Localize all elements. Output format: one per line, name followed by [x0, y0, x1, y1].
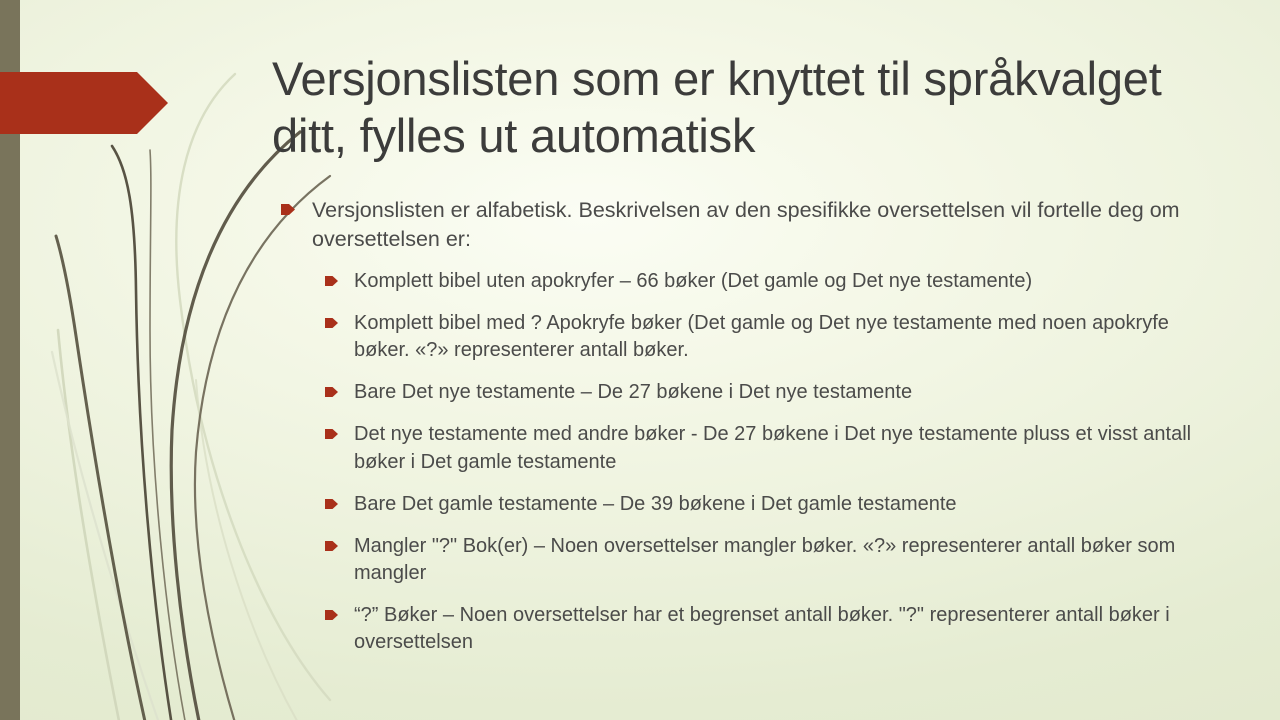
arrow-bullet-icon: [325, 317, 338, 329]
bullet-item: [325, 310, 1196, 364]
bullet-item: [325, 268, 1196, 295]
arrow-bullet-icon: [325, 275, 338, 287]
bullet-item: [325, 533, 1196, 587]
bullet-item: [325, 602, 1196, 656]
arrow-bullet-icon: [325, 540, 338, 552]
bullet-text: “?” Bøker – Noen oversettelser har et begrenset antall bøker. "?" representerer antall bøker i oversettelsen: [354, 604, 1170, 654]
bullet-item: [281, 196, 1196, 254]
arrow-bullet-icon: [325, 609, 338, 621]
bullet-item: [325, 421, 1196, 475]
bullet-text: Komplett bibel uten apokryfer – 66 bøker (Det gamle og Det nye testamente): [354, 269, 1033, 292]
bullet-text: Versjonslisten er alfabetisk. Beskrivelsen av den spesifikke oversettelsen vil fortelle deg om oversettelsen er:: [312, 198, 1180, 251]
bullet-text: Bare Det nye testamente – De 27 bøkene i Det nye testamente: [354, 381, 913, 404]
arrow-bullet-icon: [325, 498, 338, 510]
arrow-bullet-icon: [325, 386, 338, 398]
bullet-text: Bare Det gamle testamente – De 39 bøkene i Det gamle testamente: [354, 492, 957, 515]
arrow-bullet-icon: [281, 203, 295, 216]
arrow-bullet-icon: [325, 428, 338, 440]
bullet-text: Mangler "?" Bok(er) – Noen oversettelser mangler bøker. «?» representerer antall bøker som mangler: [354, 534, 1176, 585]
bullet-item: [325, 491, 1196, 518]
slide-body: [281, 196, 1196, 672]
bullet-text: Det nye testamente med andre bøker - De 27 bøkene i Det nye testamente pluss et visst antall bøker i Det gamle testamente: [354, 423, 1192, 473]
bullet-item: [325, 379, 1196, 406]
slide-title: Versjonslisten som er knyttet til språkvalget ditt, fylles ut automatisk: [272, 52, 1162, 163]
bullet-text: Komplett bibel med ? Apokryfe bøker (Det gamle og Det nye testamente med noen apokryfe bøker. «?» representerer antall bøker.: [354, 311, 1169, 361]
accent-arrow-banner: [0, 72, 168, 134]
